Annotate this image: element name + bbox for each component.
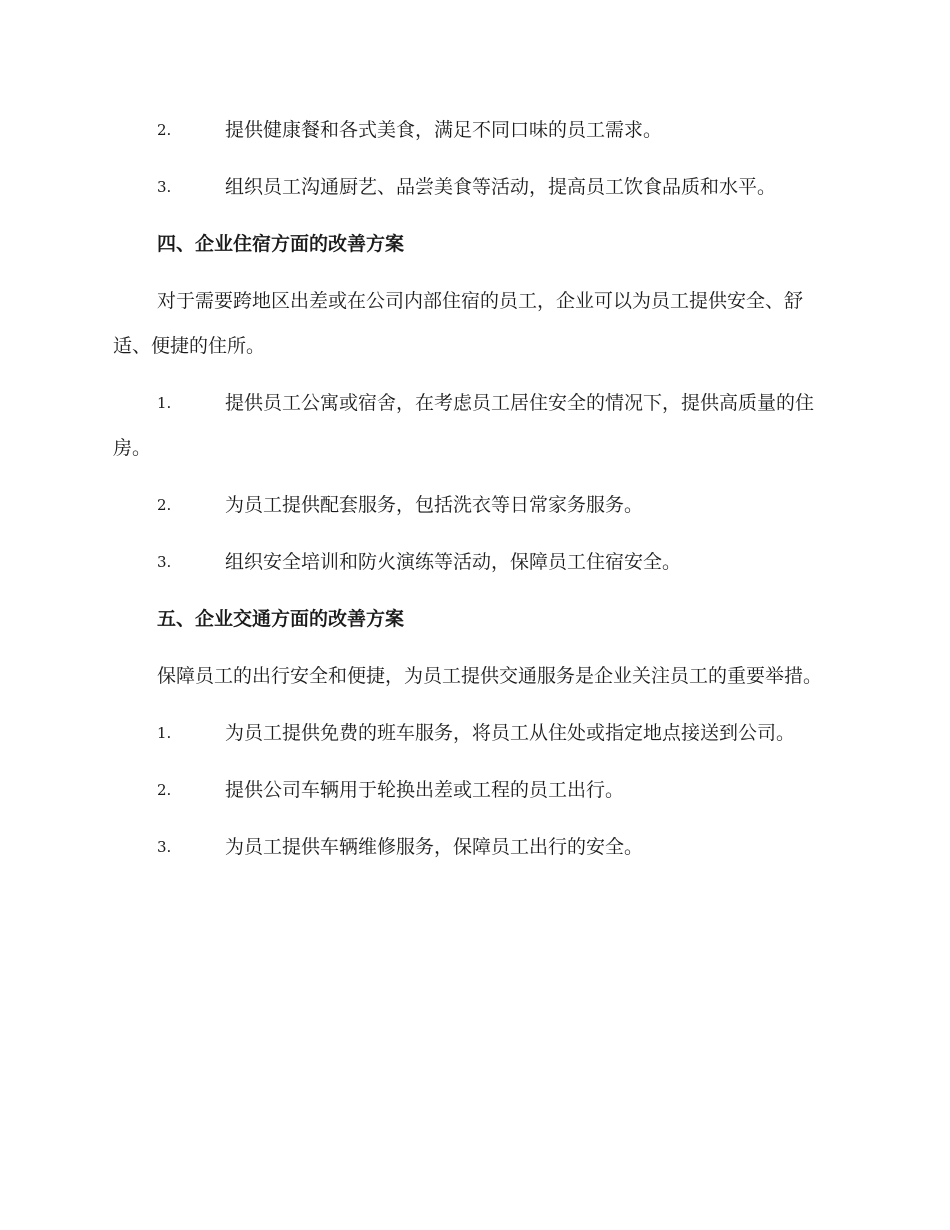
list-item — [113, 711, 835, 756]
list-item — [113, 483, 835, 528]
section-heading: 四、企业住宿方面的改善方案 — [157, 233, 405, 255]
list-text: 为员工提供免费的班车服务，将员工从住处或指定地点接送到公司。 — [225, 722, 796, 744]
list-item — [113, 381, 835, 471]
list-text: 提供公司车辆用于轮换出差或工程的员工出行。 — [225, 779, 625, 801]
list-number: 1. — [157, 724, 172, 742]
list-text: 组织员工沟通厨艺、品尝美食等活动，提高员工饮食品质和水平。 — [225, 176, 777, 198]
list-text: 提供健康餐和各式美食，满足不同口味的员工需求。 — [225, 119, 663, 141]
document-page — [113, 108, 835, 870]
section-intro: 对于需要跨地区出差或在公司内部住宿的员工，企业可以为员工提供安全、舒适、便捷的住所。 — [113, 290, 804, 357]
list-number: 3. — [157, 838, 172, 856]
list-text: 提供员工公寓或宿舍，在考虑员工居住安全的情况下，提供高质量的住房。 — [113, 392, 815, 459]
list-item — [113, 108, 835, 153]
section-heading: 五、企业交通方面的改善方案 — [157, 608, 405, 630]
list-item — [113, 165, 835, 210]
list-item — [113, 540, 835, 585]
list-number: 2. — [157, 121, 172, 139]
list-number: 1. — [157, 394, 172, 412]
list-item — [113, 768, 835, 813]
section-intro: 保障员工的出行安全和便捷，为员工提供交通服务是企业关注员工的重要举措。 — [157, 665, 823, 687]
list-item — [113, 825, 835, 870]
list-text: 为员工提供配套服务，包括洗衣等日常家务服务。 — [225, 494, 644, 516]
list-text: 组织安全培训和防火演练等活动，保障员工住宿安全。 — [225, 551, 682, 573]
list-number: 3. — [157, 178, 172, 196]
list-number: 2. — [157, 496, 172, 514]
list-text: 为员工提供车辆维修服务，保障员工出行的安全。 — [225, 836, 644, 858]
list-number: 3. — [157, 553, 172, 571]
list-number: 2. — [157, 781, 172, 799]
